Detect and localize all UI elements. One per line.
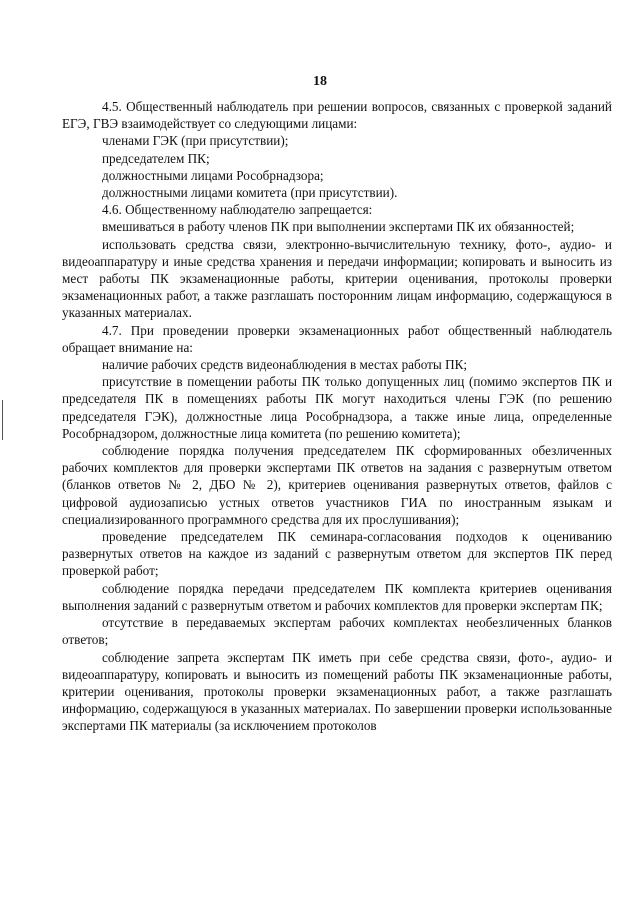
page-number: 18 [313,74,327,89]
paragraph-4-7: 4.7. При проведении проверки экзаменационных работ общественный наблюдатель обращает внимание на: [62,322,612,355]
list-item-seminar: проведение председателем ПК семинара-согласования подходов к оцениванию развернутых ответов на каждое из заданий с развернутым ответом для экспертов ПК перед проверкой работ; [62,529,612,579]
list-item-admitted-persons: присутствие в помещении работы ПК только допущенных лиц (помимо экспертов ПК и председателя ПК в помещениях работы ПК могут находиться члены ГЭК (по решению председателя ГЭК), должностные лица Рособрнадзора, а также иные лица, определенные Рособрнадзором, должностные лица комитета (по решению комитета); [62,374,612,441]
list-item-gek-members: членами ГЭК (при присутствии); [102,133,289,149]
document-body [62,98,612,735]
list-item-no-unanonymized-forms: отсутствие в передаваемых экспертам рабочих комплектах необезличенных бланков ответов; [62,615,612,648]
list-item-pk-chairman: председателем ПК; [102,150,210,166]
list-item-receipt-order: соблюдение порядка получения председателем ПК сформированных обезличенных рабочих комплектов для проверки экспертами ПК ответов на задания с развернутым ответом (бланков ответов № 2, ДБО № 2), критериев оценивания развернутых ответов, файлов с цифровой аудиозаписью устных ответов участников ГИА по иностранным языкам и специализированного программного средства для их прослушивания); [62,443,612,527]
list-item-expert-prohibitions: соблюдение запрета экспертам ПК иметь при себе средства связи, фото-, аудио- и видеоаппаратуру, копировать и выносить из помещений работы ПК экзаменационные работы, критерии оценивания, протоколы проверки экзаменационных работ, а также разглашать информацию, содержащуюся в указанных материалах. По завершении проверки использованные экспертами ПК материалы (за исключением протоколов [62,649,612,734]
list-item-video-surveillance: наличие рабочих средств видеонаблюдения в местах работы ПК; [102,357,468,373]
paragraph-4-6: 4.6. Общественному наблюдателю запрещается: [102,202,373,218]
list-item-rosobrnadzor-officials: должностными лицами Рособрнадзора; [102,167,324,183]
scan-edge-mark [2,400,3,440]
list-item-no-interference: вмешиваться в работу членов ПК при выполнении экспертами ПК их обязанностей; [102,219,575,235]
list-item-criteria-transfer: соблюдение порядка передачи председателем ПК комплекта критериев оценивания выполнения заданий с развернутым ответом и рабочих комплектов для проверки экспертам ПК; [62,580,612,613]
paragraph-4-5: 4.5. Общественный наблюдатель при решении вопросов, связанных с проверкой заданий ЕГЭ, ГВЭ взаимодействует со следующими лицами: [62,99,612,132]
list-item-no-devices: использовать средства связи, электронно-вычислительную технику, фото-, аудио- и видеоаппаратуру и иные средства хранения и передачи информации; копировать и выносить из мест работы ПК экзаменационные работы, критерии оценивания, протоколы проверки экзаменационных работ, а также разглашать посторонним лицам информацию, содержащуюся в указанных материалах. [62,236,612,321]
list-item-committee-officials: должностными лицами комитета (при присутствии). [102,185,398,201]
